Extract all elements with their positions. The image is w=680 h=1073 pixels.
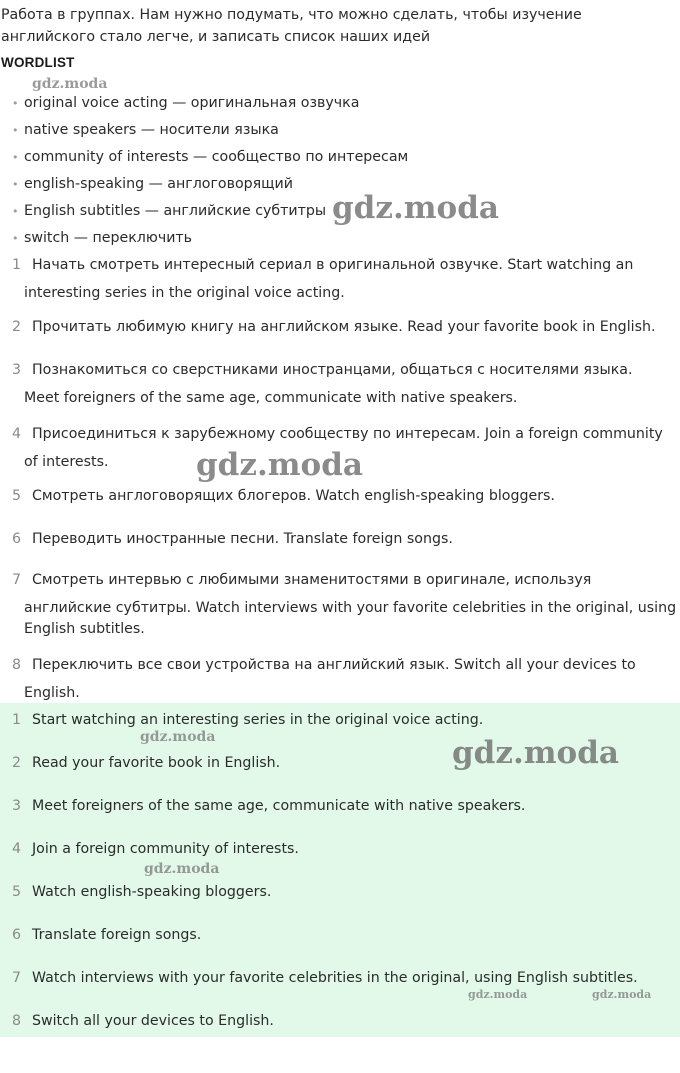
answer-number: 6 [12, 927, 22, 943]
watermark: gdz.moda [140, 729, 216, 745]
answer-text: Translate foreign songs. [32, 927, 202, 943]
idea-text: Присоединиться к зарубежному сообществу по интересам. Join a foreign community [32, 426, 663, 442]
task-intro: Работа в группах. Нам нужно подумать, что можно сделать, чтобы изучение английского стало легче, и записать список наших идей [1, 7, 582, 45]
idea-number: 5 [12, 488, 22, 504]
answer-number: 3 [12, 798, 22, 814]
answer-number: 8 [12, 1013, 22, 1029]
idea-text-continued: interesting series in the original voice acting. [24, 285, 345, 301]
answer-text: Read your favorite book in English. [32, 755, 281, 771]
answer-item [12, 1012, 274, 1030]
idea-text: Смотреть интервью с любимыми знаменитостями в оригинале, используя [32, 572, 592, 588]
answer-text: Watch english-speaking bloggers. [32, 884, 272, 900]
wordlist-item [12, 121, 279, 140]
idea-number: 4 [12, 426, 22, 442]
idea-number: 1 [12, 257, 22, 273]
answer-item [12, 797, 525, 815]
answer-number: 7 [12, 970, 22, 986]
bullet-icon: • [12, 178, 19, 191]
answer-text: Join a foreign community of interests. [32, 841, 299, 857]
wordlist-item-text: english-speaking — англоговорящий [24, 176, 293, 192]
idea-number: 3 [12, 362, 22, 378]
answer-number: 2 [12, 755, 22, 771]
bullet-icon: • [12, 232, 19, 245]
answer-item [12, 926, 201, 944]
idea-number: 7 [12, 572, 22, 588]
idea-item [12, 420, 680, 476]
idea-item [12, 313, 680, 341]
answer-text: Switch all your devices to English. [32, 1013, 274, 1029]
wordlist-item-text: English subtitles — английские субтитры [24, 203, 327, 219]
idea-text-continued: of interests. [24, 454, 109, 470]
idea-item [12, 251, 680, 307]
answer-item [12, 711, 483, 729]
bullet-icon: • [12, 151, 19, 164]
wordlist-item [12, 202, 326, 221]
idea-text: Познакомиться со сверстниками иностранцами, общаться с носителями языка. [32, 362, 633, 378]
answer-item [12, 969, 638, 987]
wordlist-item-text: original voice acting — оригинальная озвучка [24, 95, 360, 111]
watermark: gdz.moda [196, 447, 363, 483]
idea-text: Прочитать любимую книгу на английском языке. Read your favorite book in English. [32, 319, 656, 335]
idea-text: Переключить все свои устройства на английский язык. Switch all your devices to [32, 657, 636, 673]
answer-number: 5 [12, 884, 22, 900]
wordlist-item [12, 94, 359, 113]
idea-text-continued: Meet foreigners of the same age, communicate with native speakers. [24, 390, 518, 406]
watermark: gdz.moda [468, 988, 528, 1001]
idea-number: 8 [12, 657, 22, 673]
idea-item [12, 482, 680, 510]
wordlist-item-text: native speakers — носители языка [24, 122, 279, 138]
idea-item [12, 356, 680, 412]
idea-item [12, 651, 680, 707]
answer-item [12, 754, 280, 772]
watermark: gdz.moda [592, 988, 652, 1001]
bullet-icon: • [12, 97, 19, 110]
idea-item [12, 568, 680, 640]
idea-item [12, 525, 680, 553]
answer-text: Meet foreigners of the same age, communicate with native speakers. [32, 798, 526, 814]
idea-text-continued: английские субтитры. Watch interviews with your favorite celebrities in the original, using English subtitles. [24, 600, 677, 637]
idea-text: Переводить иностранные песни. Translate foreign songs. [32, 531, 453, 547]
answer-text: Watch interviews with your favorite celebrities in the original, using English subtitles. [32, 970, 638, 986]
watermark: gdz.moda [452, 735, 619, 771]
wordlist-title: WORDLIST [1, 55, 75, 70]
watermark: gdz.moda [144, 861, 220, 877]
idea-number: 2 [12, 319, 22, 335]
wordlist-item [12, 229, 192, 248]
wordlist-item-text: switch — переключить [24, 230, 193, 246]
idea-text-continued: English. [24, 685, 80, 701]
watermark: gdz.moda [32, 76, 108, 92]
answer-number: 1 [12, 712, 22, 728]
answer-item [12, 883, 271, 901]
answer-item [12, 840, 299, 858]
answer-text: Start watching an interesting series in the original voice acting. [32, 712, 484, 728]
answer-number: 4 [12, 841, 22, 857]
wordlist-item [12, 175, 293, 194]
bullet-icon: • [12, 205, 19, 218]
wordlist-item-text: community of interests — сообщество по интересам [24, 149, 409, 165]
watermark: gdz.moda [332, 190, 499, 226]
idea-text: Начать смотреть интересный сериал в оригинальной озвучке. Start watching an [32, 257, 634, 273]
idea-number: 6 [12, 531, 22, 547]
bullet-icon: • [12, 124, 19, 137]
wordlist-item [12, 148, 408, 167]
idea-text: Смотреть англоговорящих блогеров. Watch english-speaking bloggers. [32, 488, 555, 504]
